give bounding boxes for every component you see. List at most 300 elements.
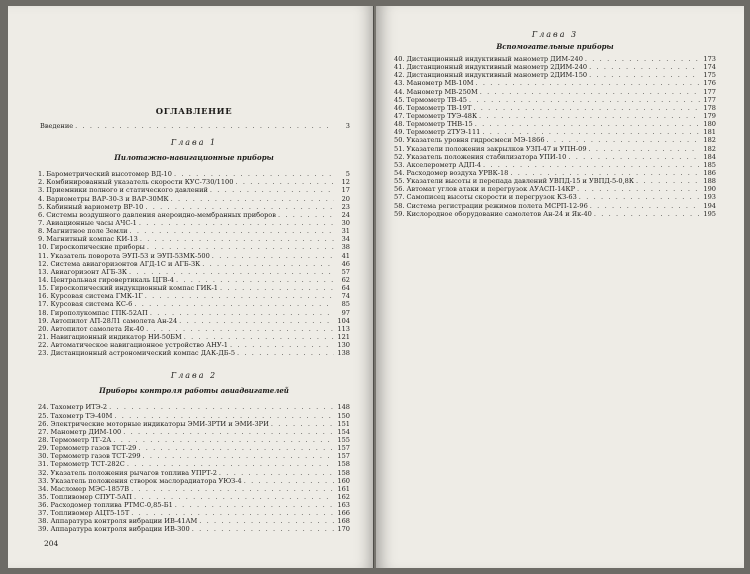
toc-entry	[394, 210, 716, 218]
toc-entry	[394, 120, 716, 128]
toc-entry	[394, 185, 716, 193]
entry-page: 193	[703, 193, 716, 202]
toc-entry	[38, 452, 350, 460]
entry-number: 40.	[394, 55, 405, 63]
toc-entry	[394, 128, 716, 136]
entry-title: Указатели высоты и перепада давлений УВПД-15 и УВПД-5-0,8К	[406, 177, 634, 186]
toc-entry	[394, 104, 716, 112]
entry-leader-dots	[150, 309, 334, 317]
entry-title: Авиационные часы АЧС-1	[46, 218, 137, 227]
entry-leader-dots	[469, 96, 700, 104]
entry-leader-dots	[131, 509, 334, 517]
entry-leader-dots	[568, 153, 700, 161]
toc-entry	[38, 428, 350, 436]
entry-leader-dots	[594, 210, 700, 218]
entry-number: 49.	[394, 128, 405, 137]
entry-leader-dots	[145, 203, 334, 211]
entry-number: 19.	[38, 316, 49, 325]
entry-page: 182	[703, 136, 716, 145]
intro-entry	[38, 122, 350, 130]
entry-leader-dots	[134, 300, 334, 308]
right-toc-column	[394, 30, 716, 218]
entry-leader-dots	[202, 260, 334, 268]
entry-page: 5	[345, 170, 350, 179]
entry-title: Расходомер воздуха УРВК-18	[406, 168, 509, 177]
entry-number: 45.	[394, 95, 405, 104]
toc-entry	[38, 276, 350, 284]
entry-page: 41	[341, 251, 350, 260]
entry-page: 178	[703, 103, 716, 112]
entry-leader-dots	[479, 112, 700, 120]
entry-page: 38	[341, 243, 350, 252]
chapter-1-entries	[38, 170, 350, 357]
entry-leader-dots	[577, 185, 700, 193]
chapter-2-title: Приборы контроля работы авиадвигателей	[99, 386, 289, 396]
entry-number: 46.	[394, 103, 405, 112]
toc-entry	[394, 88, 716, 96]
entry-number: 14.	[38, 275, 49, 284]
entry-title: Дистанционный индуктивный манометр 2ДИМ-150	[406, 71, 588, 80]
entry-title: Магнитный компас КИ-13	[46, 235, 138, 244]
entry-page: 181	[703, 128, 716, 137]
entry-page: 57	[341, 267, 350, 276]
entry-title: Термометр ТГ-2А	[50, 435, 112, 444]
entry-title: Кабинный вариометр ВР-10	[46, 202, 144, 211]
entry-page: 148	[337, 403, 350, 412]
entry-number: 7.	[38, 218, 45, 227]
toc-entry	[394, 202, 716, 210]
entry-number: 6.	[38, 210, 45, 219]
toc-entry	[38, 403, 350, 411]
entry-title: Магнитное поле Земли	[46, 227, 128, 236]
toc-entry	[394, 96, 716, 104]
chapter-3-entries	[394, 55, 716, 218]
entry-title: Курсовая система КС-6	[50, 300, 133, 309]
entry-title: Термометр газов ТСТ-29	[50, 444, 137, 453]
entry-leader-dots	[131, 485, 334, 493]
entry-number: 28.	[38, 435, 49, 444]
entry-leader-dots	[482, 128, 700, 136]
entry-leader-dots	[589, 71, 700, 79]
toc-entry	[38, 341, 350, 349]
entry-title: Автомат углов атаки и перегрузок АУАСП-14КР	[406, 185, 576, 194]
toc-entry	[38, 317, 350, 325]
entry-page: 184	[703, 152, 716, 161]
entry-page: 46	[341, 259, 350, 268]
chapter-2-heading: Глава 2	[170, 371, 218, 381]
page-number: 204	[44, 539, 59, 548]
entry-page: 179	[703, 111, 716, 120]
toc-entry	[38, 260, 350, 268]
entry-number: 20.	[38, 324, 49, 333]
toc-entry	[38, 509, 350, 517]
entry-leader-dots	[219, 469, 334, 477]
entry-title: Топливомер СПУТ-5АП	[50, 492, 133, 501]
entry-page: 176	[703, 79, 716, 88]
intro-page: 3	[345, 122, 350, 130]
toc-entry	[394, 71, 716, 79]
entry-number: 9.	[38, 235, 45, 244]
entry-title: Курсовая система ГМК-1Г	[50, 292, 143, 301]
toc-entry	[394, 177, 716, 185]
entry-page: 186	[703, 168, 716, 177]
entry-page: 24	[341, 210, 350, 219]
entry-title: Тахометр ИТЭ-2	[50, 403, 108, 412]
entry-leader-dots	[210, 186, 334, 194]
entry-page: 113	[337, 324, 350, 333]
entry-number: 17.	[38, 300, 49, 309]
entry-leader-dots	[127, 460, 334, 468]
entry-page: 62	[341, 275, 350, 284]
intro-label: Введение	[40, 122, 74, 130]
entry-number: 8.	[38, 227, 45, 236]
entry-number: 11.	[38, 251, 49, 260]
entry-number: 48.	[394, 120, 405, 129]
entry-leader-dots	[129, 268, 334, 276]
entry-number: 52.	[394, 152, 405, 161]
entry-leader-dots	[138, 444, 334, 452]
entry-number: 42.	[394, 71, 405, 80]
entry-title: Термометр ТВ-45	[406, 95, 467, 104]
entry-leader-dots	[146, 325, 334, 333]
entry-leader-dots	[174, 170, 334, 178]
entry-title: Дистанционный индуктивный манометр 2ДИМ-240	[406, 63, 588, 72]
toc-entry	[394, 145, 716, 153]
entry-title: Авиагоризонт АГБ-3К	[50, 267, 128, 276]
toc-entry	[38, 268, 350, 276]
chapter-1-heading: Глава 1	[170, 138, 218, 148]
entry-number: 32.	[38, 468, 49, 477]
toc-entry	[394, 55, 716, 63]
entry-leader-dots	[114, 412, 334, 420]
entry-page: 154	[337, 427, 350, 436]
chapter-3-title: Вспомогательные приборы	[496, 42, 614, 51]
entry-title: Топливомер АЦТ5-15Т	[50, 509, 130, 518]
entry-number: 57.	[394, 193, 405, 202]
entry-number: 36.	[38, 501, 49, 510]
entry-number: 37.	[38, 509, 49, 518]
entry-title: Гироскопические приборы	[50, 243, 145, 252]
entry-page: 121	[337, 332, 350, 341]
entry-title: Автопилот АП-28Л1 самолета Ан-24	[50, 316, 178, 325]
entry-title: Термометр 2ТУЭ-111	[406, 128, 481, 137]
entry-title: Автоматическое навигационное устройство АНУ-1	[50, 341, 229, 350]
entry-title: Навигационный индикатор НИ-50БМ	[50, 332, 182, 341]
entry-page: 12	[341, 178, 350, 187]
entry-number: 23.	[38, 349, 49, 358]
toc-entry	[38, 460, 350, 468]
entry-title: Дистанционный индуктивный манометр ДИМ-240	[406, 55, 583, 63]
entry-number: 3.	[38, 186, 45, 195]
toc-entry	[38, 292, 350, 300]
entry-leader-dots	[113, 436, 334, 444]
entry-page: 20	[341, 194, 350, 203]
entry-number: 51.	[394, 144, 405, 153]
toc-entry	[38, 300, 350, 308]
toc-entry	[38, 195, 350, 203]
entry-title: Аппаратура контроля вибрации ИВ-300	[50, 525, 190, 534]
entry-leader-dots	[483, 161, 700, 169]
toc-entry	[38, 436, 350, 444]
entry-title: Манометр МВ-10М	[406, 79, 474, 88]
entry-leader-dots	[590, 202, 700, 210]
entry-page: 185	[703, 160, 716, 169]
entry-title: Манометр ДИМ-100	[50, 427, 122, 436]
toc-entry	[38, 219, 350, 227]
toc-entry	[394, 169, 716, 177]
entry-number: 59.	[394, 209, 405, 218]
entry-number: 31.	[38, 460, 49, 469]
entry-leader-dots	[139, 219, 334, 227]
entry-leader-dots	[123, 428, 334, 436]
toc-entry	[394, 63, 716, 71]
entry-leader-dots	[145, 292, 334, 300]
entry-page: 188	[703, 177, 716, 186]
entry-leader-dots	[109, 403, 334, 411]
entry-title: Термометр ТНВ-15	[406, 120, 473, 129]
toc-entry	[38, 203, 350, 211]
toc-entry	[38, 469, 350, 477]
entry-leader-dots	[147, 243, 334, 251]
entry-number: 39.	[38, 525, 49, 534]
entry-title: Дистанционный астрономический компас ДАК-ДБ-5	[50, 349, 236, 358]
entry-number: 54.	[394, 168, 405, 177]
entry-leader-dots	[585, 55, 700, 63]
entry-title: Система регистрации режимов полета МСРП-12-96	[406, 201, 588, 210]
entry-number: 33.	[38, 476, 49, 485]
entry-title: Указатель положения стабилизатора УПИ-10	[406, 152, 567, 161]
entry-leader-dots	[589, 145, 700, 153]
left-toc-column	[38, 106, 350, 534]
entry-number: 55.	[394, 177, 405, 186]
entry-page: 195	[703, 209, 716, 218]
entry-page: 130	[337, 341, 350, 350]
entry-leader-dots	[179, 317, 334, 325]
entry-page: 174	[703, 63, 716, 72]
entry-title: Приемники полного и статического давлений	[46, 186, 208, 195]
entry-number: 2.	[38, 178, 45, 187]
entry-number: 18.	[38, 308, 49, 317]
entry-title: Системы воздушного давления анероидно-мембранных приборов	[46, 210, 276, 219]
toc-entry	[38, 485, 350, 493]
entry-page: 17	[341, 186, 350, 195]
entry-leader-dots	[130, 227, 334, 235]
toc-entry	[38, 517, 350, 525]
entry-number: 35.	[38, 492, 49, 501]
entry-leader-dots	[230, 341, 334, 349]
entry-number: 12.	[38, 259, 49, 268]
entry-leader-dots	[636, 177, 700, 185]
toc-entry	[38, 170, 350, 178]
toc-entry	[38, 444, 350, 452]
entry-number: 58.	[394, 201, 405, 210]
entry-title: Масломер МЭС-1857В	[50, 484, 130, 493]
entry-page: 158	[337, 460, 350, 469]
entry-title: Термометр ТВ-19Т	[406, 103, 472, 112]
entry-leader-dots	[134, 493, 334, 501]
entry-leader-dots	[589, 63, 700, 71]
entry-leader-dots	[143, 452, 334, 460]
entry-title: Манометр МВ-250М	[406, 87, 478, 96]
toc-entry	[38, 243, 350, 251]
entry-number: 1.	[38, 170, 45, 179]
entry-title: Указатель поворота ЭУП-53 и ЭУП-53МК-500	[50, 251, 210, 260]
entry-number: 53.	[394, 160, 405, 169]
entry-page: 31	[341, 227, 350, 236]
entry-leader-dots	[212, 252, 334, 260]
entry-page: 162	[337, 492, 350, 501]
entry-leader-dots	[192, 525, 334, 533]
entry-number: 30.	[38, 452, 49, 461]
entry-leader-dots	[175, 501, 334, 509]
entry-number: 24.	[38, 403, 49, 412]
toc-entry	[38, 309, 350, 317]
entry-leader-dots	[176, 276, 334, 284]
entry-leader-dots	[237, 349, 334, 357]
entry-leader-dots	[140, 235, 334, 243]
entry-page: 161	[337, 484, 350, 493]
entry-title: Указатель положения рычагов топлива УПРТ-2	[50, 468, 217, 477]
toc-entry	[38, 525, 350, 533]
entry-title: Комбинированный указатель скорости КУС-730/1100	[46, 178, 234, 187]
entry-title: Кислородное оборудование самолетов Ан-24 и Як-40	[406, 209, 592, 218]
toc-entry	[38, 211, 350, 219]
entry-page: 173	[703, 55, 716, 63]
chapter-2-entries	[38, 403, 350, 533]
toc-entry	[394, 112, 716, 120]
toc-entry	[38, 186, 350, 194]
entry-page: 175	[703, 71, 716, 80]
entry-number: 34.	[38, 484, 49, 493]
entry-leader-dots	[278, 211, 334, 219]
entry-page: 74	[341, 292, 350, 301]
entry-title: Расходомер топлива РТМС-0,85-Б1	[50, 501, 173, 510]
entry-title: Указатель положения створок маслорадиатора УЮЗ-4	[50, 476, 242, 485]
entry-title: Указатель уровня гидросмеси МЭ-1866	[406, 136, 545, 145]
entry-number: 56.	[394, 185, 405, 194]
entry-page: 166	[337, 509, 350, 518]
entry-number: 13.	[38, 267, 49, 276]
entry-number: 50.	[394, 136, 405, 145]
entry-page: 168	[337, 517, 350, 526]
entry-page: 138	[337, 349, 350, 358]
entry-page: 157	[337, 452, 350, 461]
toc-entry	[38, 420, 350, 428]
entry-leader-dots	[475, 120, 700, 128]
entry-page: 177	[703, 95, 716, 104]
entry-leader-dots	[220, 284, 334, 292]
entry-number: 41.	[394, 63, 405, 72]
entry-number: 5.	[38, 202, 45, 211]
entry-number: 4.	[38, 194, 45, 203]
toc-entry	[38, 493, 350, 501]
entry-title: Акселерометр АДП-4	[406, 160, 482, 169]
entry-page: 34	[341, 235, 350, 244]
entry-leader-dots	[579, 193, 700, 201]
entry-page: 23	[341, 202, 350, 211]
entry-title: Самописец высоты скорости и перегрузок КЗ-63	[406, 193, 577, 202]
entry-page: 158	[337, 468, 350, 477]
entry-title: Гирополукомпас ГПК-52АП	[50, 308, 148, 317]
toc-entry	[38, 178, 350, 186]
entry-number: 43.	[394, 79, 405, 88]
entry-title: Термометр газов ТСТ-299	[50, 452, 141, 461]
entry-leader-dots	[271, 420, 334, 428]
toc-entry	[394, 161, 716, 169]
entry-number: 47.	[394, 111, 405, 120]
entry-number: 10.	[38, 243, 49, 252]
toc-entry	[38, 235, 350, 243]
entry-page: 160	[337, 476, 350, 485]
entry-page: 180	[703, 120, 716, 129]
toc-entry	[38, 501, 350, 509]
entry-number: 29.	[38, 444, 49, 453]
entry-page: 150	[337, 411, 350, 420]
right-page	[376, 6, 744, 568]
chapter-3-heading: Глава 3	[531, 30, 579, 39]
entry-number: 25.	[38, 411, 49, 420]
toc-entry	[38, 477, 350, 485]
toc-entry	[38, 252, 350, 260]
toc-entry	[394, 79, 716, 87]
entry-number: 22.	[38, 341, 49, 350]
entry-title: Гироскопический индукционный компас ГИК-1	[50, 284, 218, 293]
entry-leader-dots	[171, 195, 334, 203]
entry-title: Электрические моторные индикаторы ЭМИ-3РТИ и ЭМИ-3РИ	[50, 419, 269, 428]
entry-title: Барометрический высотомер ВД-10	[46, 170, 172, 179]
entry-title: Тахометр ТЭ-40М	[50, 411, 113, 420]
toc-entry	[394, 153, 716, 161]
entry-title: Аппаратура контроля вибрации ИВ-41АМ	[50, 517, 198, 526]
entry-page: 30	[341, 218, 350, 227]
entry-leader-dots	[480, 88, 700, 96]
toc-entry	[38, 227, 350, 235]
left-page	[8, 6, 375, 568]
entry-leader-dots	[510, 169, 700, 177]
entry-title: Центральная гировертикаль ЦГВ-4	[50, 275, 174, 284]
chapter-1-title: Пилотажно-навигационные приборы	[114, 153, 274, 163]
entry-title: Термометр ТСТ-282С	[50, 460, 125, 469]
entry-number: 44.	[394, 87, 405, 96]
toc-entry	[38, 412, 350, 420]
entry-number: 26.	[38, 419, 49, 428]
entry-title: Вариометры ВАР-30-3 и ВАР-30МК	[46, 194, 169, 203]
entry-title: Термометр ТУЭ-48К	[406, 111, 478, 120]
entry-leader-dots	[235, 178, 334, 186]
entry-title: Указатели положения закрылков УЗП-47 и УПН-09	[406, 144, 587, 153]
entry-page: 157	[337, 444, 350, 453]
entry-page: 155	[337, 435, 350, 444]
entry-number: 16.	[38, 292, 49, 301]
toc-entry	[38, 349, 350, 357]
entry-page: 97	[341, 308, 350, 317]
toc-title: ОГЛАВЛЕНИЕ	[155, 106, 233, 116]
entry-number: 27.	[38, 427, 49, 436]
entry-leader-dots	[244, 477, 334, 485]
entry-page: 64	[341, 284, 350, 293]
toc-entry	[38, 284, 350, 292]
toc-entry	[38, 325, 350, 333]
toc-entry	[394, 193, 716, 201]
toc-entry	[394, 136, 716, 144]
entry-page: 85	[341, 300, 350, 309]
entry-number: 15.	[38, 284, 49, 293]
entry-title: Автопилот самолета Як-40	[50, 324, 145, 333]
entry-page: 194	[703, 201, 716, 210]
entry-page: 170	[337, 525, 350, 534]
entry-leader-dots	[199, 517, 334, 525]
entry-page: 104	[337, 316, 350, 325]
